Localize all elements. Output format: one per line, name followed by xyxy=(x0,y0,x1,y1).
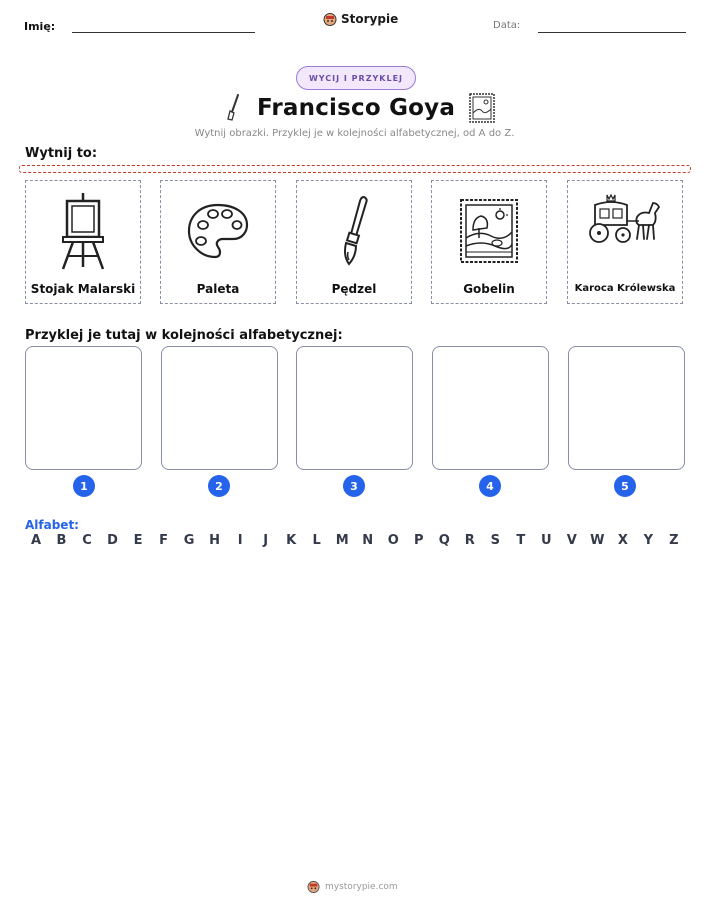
alphabet-label: Alfabet: xyxy=(25,518,79,532)
name-label: Imię: xyxy=(24,20,56,33)
alphabet-letter: P xyxy=(413,533,424,548)
paste-boxes xyxy=(25,346,685,498)
tapestry-icon xyxy=(469,93,495,123)
instructions: Wytnij obrazki. Przyklej je w kolejności alfabetycznej, od A do Z. xyxy=(194,128,515,139)
cut-card-tapestry[interactable] xyxy=(431,180,547,304)
storypie-mascot-icon xyxy=(323,12,337,26)
position-number-1: 1 xyxy=(73,475,95,497)
position-number-4: 4 xyxy=(479,475,501,497)
cut-card-label: Karoca Królewska xyxy=(574,283,676,294)
brand-name: Storypie xyxy=(341,12,399,26)
alphabet-letter: R xyxy=(464,533,475,548)
alphabet-letter: J xyxy=(263,533,269,548)
easel-icon xyxy=(53,191,113,271)
alphabet-row xyxy=(25,533,685,551)
paste-box-5[interactable] xyxy=(568,346,685,470)
name-line xyxy=(72,32,255,33)
alphabet-letter: U xyxy=(541,533,552,548)
footer xyxy=(307,880,398,893)
alphabet-letter: B xyxy=(56,533,67,548)
cut-card-royal-carriage[interactable] xyxy=(567,180,683,304)
alphabet-letter: L xyxy=(312,533,321,548)
alphabet-letter: Y xyxy=(643,533,654,548)
tapestry-icon xyxy=(459,198,519,264)
royal-carriage-icon xyxy=(587,191,663,247)
brand-logo xyxy=(323,12,398,26)
palette-icon xyxy=(185,201,251,261)
position-number-2: 2 xyxy=(208,475,230,497)
paintbrush-icon xyxy=(334,194,374,268)
activity-badge: WYCIJ I PRZYKLEJ xyxy=(296,66,416,90)
cut-card-paintbrush[interactable] xyxy=(296,180,412,304)
footer-url[interactable]: mystorypie.com xyxy=(325,881,398,892)
cut-cards xyxy=(25,180,685,306)
page-title xyxy=(225,91,495,125)
alphabet-letter: E xyxy=(133,533,143,548)
cut-card-label: Stojak Malarski xyxy=(30,282,136,296)
alphabet-letter: Q xyxy=(438,533,450,548)
alphabet-letter: H xyxy=(209,533,221,548)
paste-box-3[interactable] xyxy=(296,346,413,470)
alphabet-letter: S xyxy=(490,533,500,548)
alphabet-letter: O xyxy=(387,533,399,548)
alphabet-letter: D xyxy=(107,533,118,548)
paste-box-2[interactable] xyxy=(161,346,278,470)
cut-section-label: Wytnij to: xyxy=(25,146,98,161)
alphabet-letter: V xyxy=(566,533,577,548)
cut-card-palette[interactable] xyxy=(160,180,276,304)
alphabet-letter: C xyxy=(82,533,92,548)
paste-box-4[interactable] xyxy=(432,346,549,470)
paste-section-label: Przyklej je tutaj w kolejności alfabetycznej: xyxy=(25,328,343,343)
alphabet-letter: T xyxy=(516,533,526,548)
alphabet-letter: A xyxy=(30,533,42,548)
cut-card-label: Gobelin xyxy=(463,282,515,296)
cut-card-label: Pędzel xyxy=(331,282,377,296)
alphabet-letter: F xyxy=(159,533,169,548)
cut-card-easel[interactable] xyxy=(25,180,141,304)
alphabet-letter: X xyxy=(617,533,628,548)
position-number-5: 5 xyxy=(614,475,636,497)
cut-card-label: Paleta xyxy=(196,282,240,296)
date-label: Data: xyxy=(493,20,521,31)
storypie-mascot-icon xyxy=(307,880,320,893)
position-number-3: 3 xyxy=(343,475,365,497)
alphabet-letter: M xyxy=(335,533,349,548)
alphabet-letter: N xyxy=(362,533,374,548)
alphabet-letter: K xyxy=(286,533,297,548)
title-text: Francisco Goya xyxy=(256,95,456,121)
paste-box-1[interactable] xyxy=(25,346,142,470)
alphabet-letter: I xyxy=(237,533,243,548)
alphabet-letter: G xyxy=(183,533,195,548)
cut-line xyxy=(19,165,691,173)
date-line xyxy=(538,32,686,33)
alphabet-letter: Z xyxy=(669,533,679,548)
paintbrush-icon xyxy=(225,93,243,123)
alphabet-letter: W xyxy=(590,533,605,548)
